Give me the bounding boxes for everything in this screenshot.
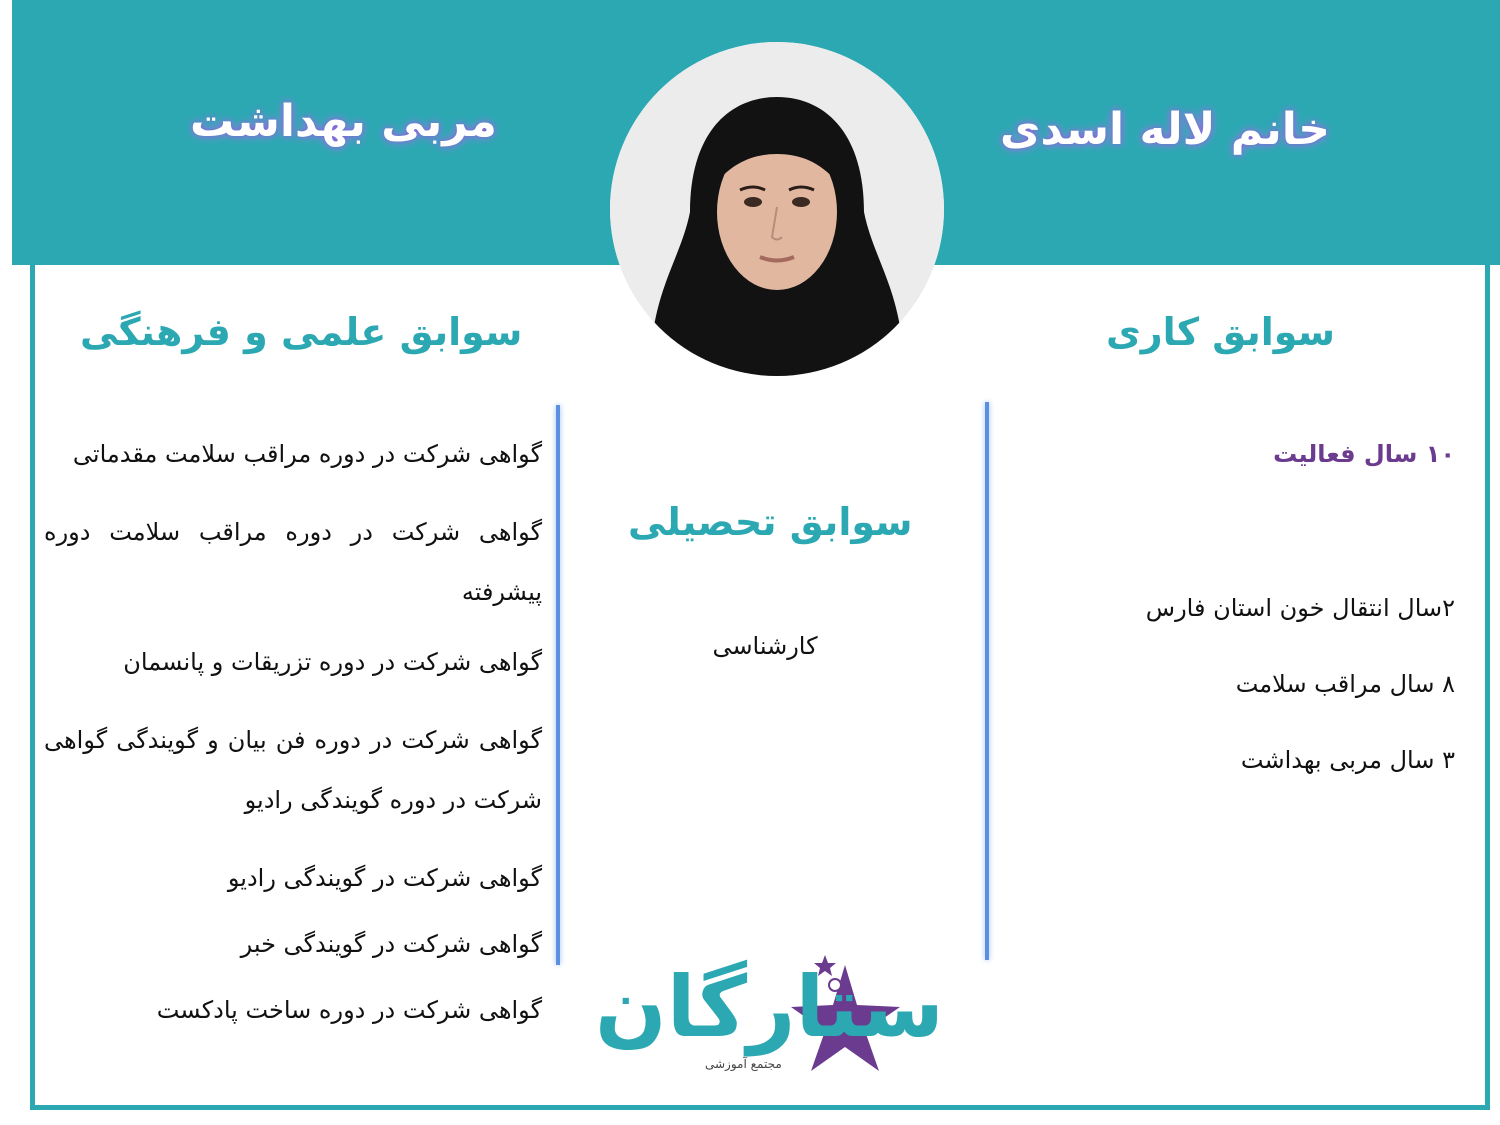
work-item: ۳ سال مربی بهداشت bbox=[1240, 746, 1455, 774]
science-list bbox=[44, 436, 542, 1028]
education-history-title: سوابق تحصیلی bbox=[628, 500, 913, 544]
work-item: ۲سال انتقال خون استان فارس bbox=[1145, 594, 1455, 622]
science-item: گواهی شرکت در دوره تزریقات و پانسمان bbox=[123, 648, 542, 676]
left-divider bbox=[556, 405, 560, 965]
brand-logo bbox=[595, 945, 944, 1075]
science-history-title: سوابق علمی و فرهنگی bbox=[80, 310, 523, 354]
profile-photo bbox=[610, 42, 944, 376]
portrait-image bbox=[610, 42, 944, 376]
right-divider bbox=[985, 402, 989, 960]
science-item: گواهی شرکت در گویندگی خبر bbox=[240, 930, 542, 958]
person-role: مربی بهداشت bbox=[190, 96, 497, 147]
science-item: گواهی شرکت در دوره فن بیان و گویندگی گواهی شرکت در دوره گویندگی رادیو bbox=[44, 726, 542, 814]
education-degree: کارشناسی bbox=[712, 632, 818, 660]
work-highlight: ۱۰ سال فعالیت bbox=[1273, 440, 1455, 468]
work-history-title: سوابق کاری bbox=[1105, 310, 1335, 354]
person-name: خانم لاله اسدی bbox=[1000, 104, 1330, 155]
science-item: گواهی شرکت در گویندگی رادیو bbox=[227, 864, 542, 892]
science-item: گواهی شرکت در دوره مراقب سلامت مقدماتی bbox=[72, 440, 542, 468]
science-item: گواهی شرکت در دوره ساخت پادکست bbox=[156, 996, 542, 1024]
work-list bbox=[1035, 436, 1455, 778]
logo-subtitle: مجتمع آموزشی bbox=[705, 1057, 782, 1071]
logo-wordmark: ستارگان bbox=[595, 958, 944, 1056]
science-item: گواهی شرکت در دوره مراقب سلامت دوره پیشرفته bbox=[44, 518, 542, 606]
work-item: ۸ سال مراقب سلامت bbox=[1235, 670, 1455, 698]
